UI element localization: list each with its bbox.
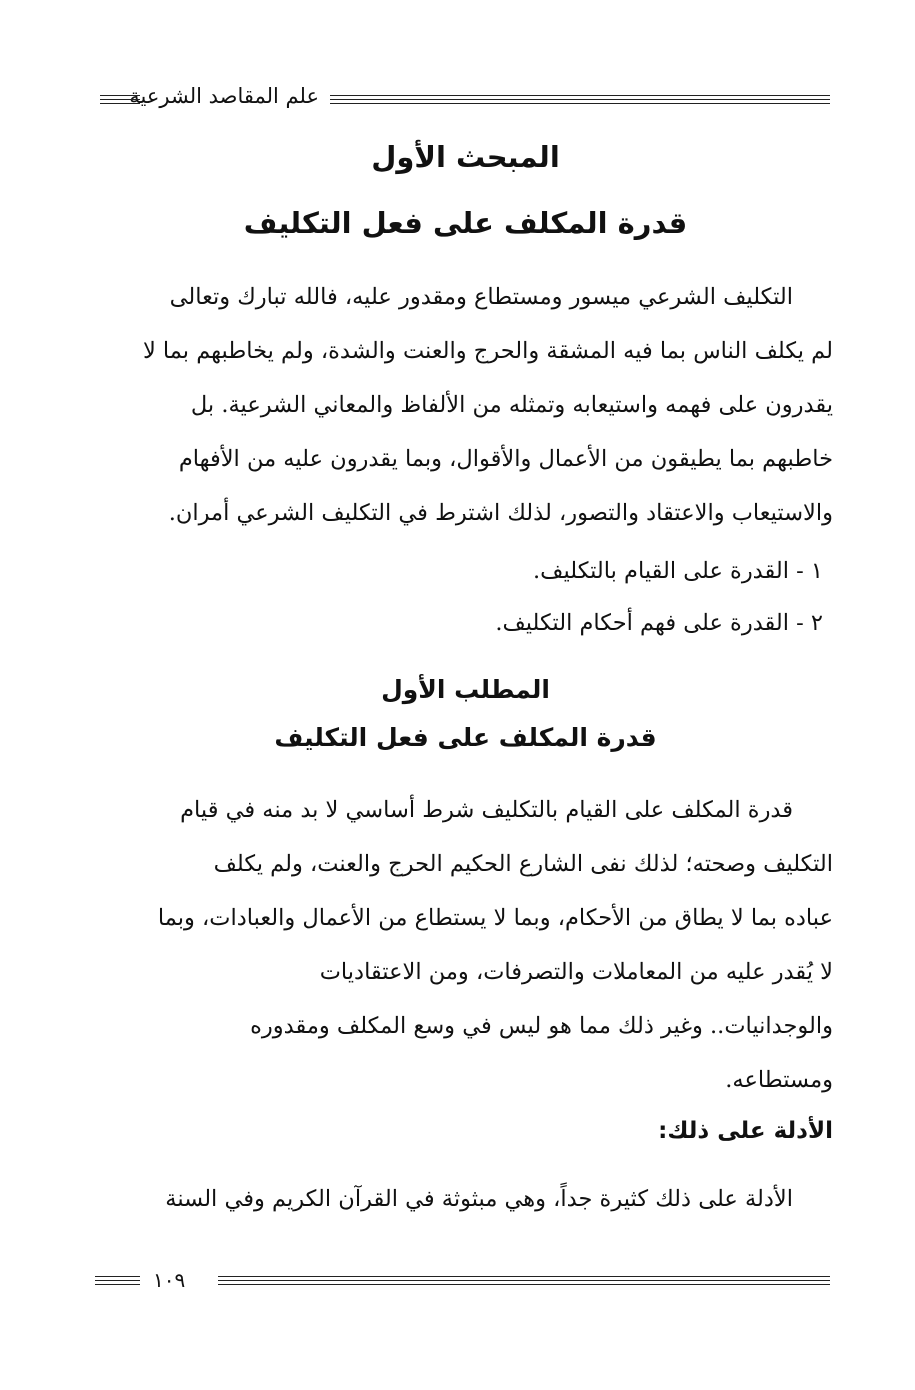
body-line: قدرة المكلف على القيام بالتكليف شرط أساسي لا بد منه في قيام: [180, 797, 793, 823]
body-line: عباده بما لا يطاق من الأحكام، وبما لا يستطاع من الأعمال والعبادات، وبما: [157, 905, 833, 931]
intro-line: التكليف الشرعي ميسور ومستطاع ومقدور عليه، فالله تبارك وتعالى: [169, 284, 793, 310]
evidence-line: الأدلة على ذلك كثيرة جداً، وهي مبثوثة في القرآن الكريم وفي السنة: [165, 1186, 793, 1212]
body-line: لا يُقدر عليه من المعاملات والتصرفات، ومن الاعتقاديات: [319, 959, 833, 985]
body-line: التكليف وصحته؛ لذلك نفى الشارع الحكيم الحرج والعنت، ولم يكلف: [213, 851, 833, 877]
condition-item: ٢ - القدرة على فهم أحكام التكليف.: [495, 610, 823, 636]
section-subtitle: قدرة المكلف على فعل التكليف: [243, 206, 688, 240]
intro-line: يقدرون على فهمه واستيعابه وتمثله من الألفاظ والمعاني الشرعية. بل: [190, 392, 833, 418]
header-rule-right: [330, 95, 830, 107]
intro-line: خاطبهم بما يطيقون من الأعمال والأقوال، وبما يقدرون عليه من الأفهام: [178, 446, 833, 472]
page-number: ١٠٩: [153, 1268, 186, 1292]
body-line: ومستطاعه.: [725, 1067, 833, 1093]
footer-rule-left: [95, 1276, 140, 1288]
header-rule-left: [100, 95, 140, 107]
subsection-title: المطلب الأول: [381, 675, 550, 704]
footer-rule-right: [218, 1276, 830, 1288]
intro-line: لم يكلف الناس بما فيه المشقة والحرج والعنت والشدة، ولم يخاطبهم بما لا: [142, 338, 833, 364]
body-line: والوجدانيات.. وغير ذلك مما هو ليس في وسع المكلف ومقدوره: [250, 1013, 833, 1039]
evidence-heading: الأدلة على ذلك:: [658, 1118, 833, 1144]
running-header-title: علم المقاصد الشرعية: [129, 84, 319, 108]
subsection-subtitle: قدرة المكلف على فعل التكليف: [274, 723, 657, 752]
body-paragraph: [100, 783, 833, 1107]
section-title: المبحث الأول: [371, 140, 560, 174]
evidence-paragraph: [100, 1172, 833, 1226]
condition-item: ١ - القدرة على القيام بالتكليف.: [533, 558, 823, 584]
intro-line: والاستيعاب والاعتقاد والتصور، لذلك اشترط في التكليف الشرعي أمران.: [168, 500, 833, 526]
intro-paragraph: [100, 270, 833, 540]
